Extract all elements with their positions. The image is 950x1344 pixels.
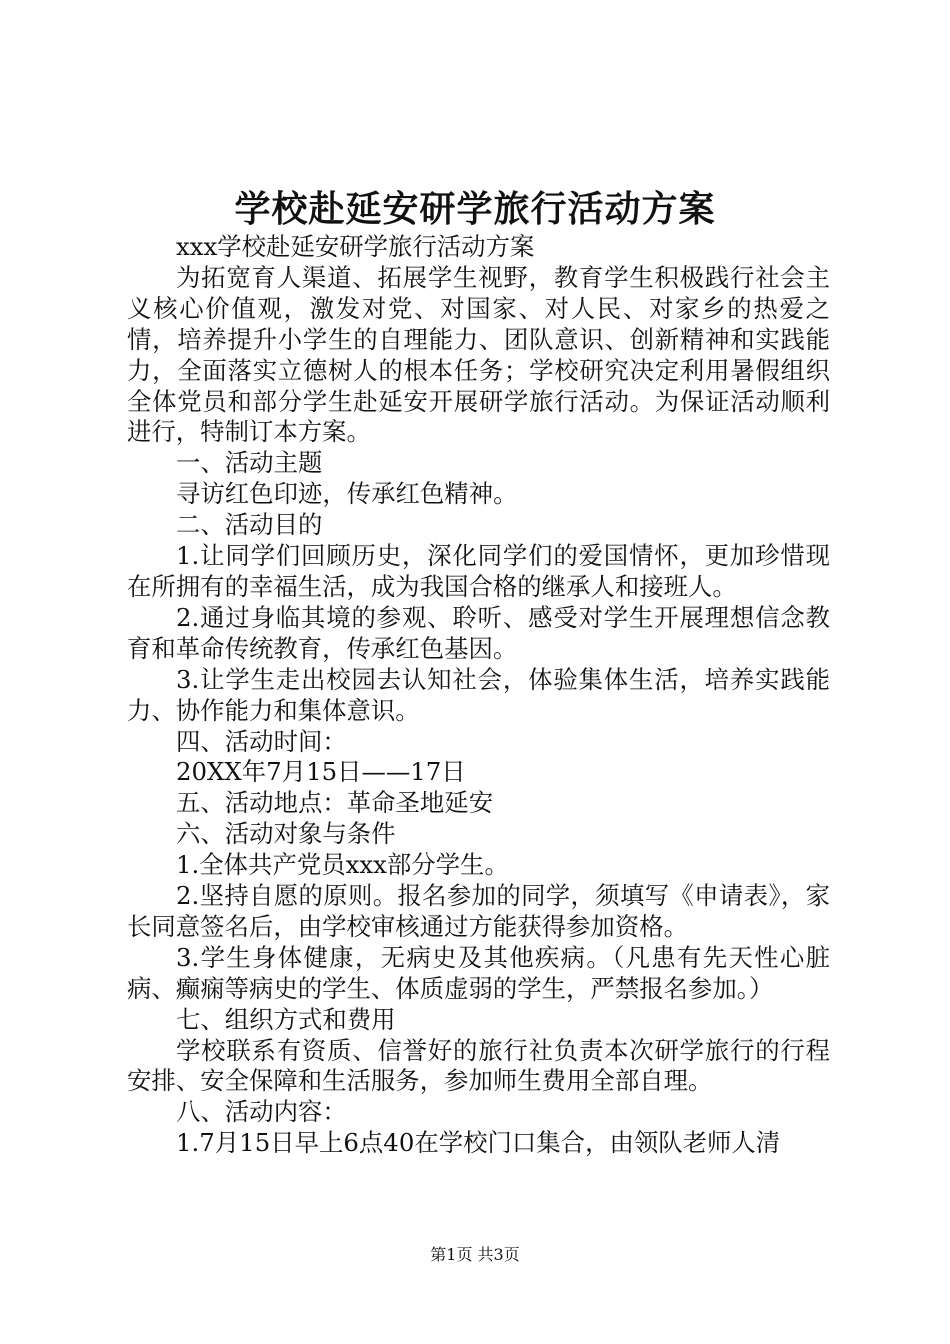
paragraph-content-1: 1.7月15日早上6点40在学校门口集合，由领队老师人清 bbox=[176, 1128, 781, 1158]
paragraph-purpose-2: 2.通过身临其境的参观、聆听、感受对学生开展理想信念教育和革命传统教育，传承红色基因。 bbox=[127, 602, 830, 663]
paragraph-theme: 寻访红色印迹，传承红色精神。 bbox=[176, 479, 518, 509]
paragraph-subtitle: xxx学校赴延安研学旅行活动方案 bbox=[176, 232, 535, 261]
paragraph-time: 20XX年7月15日——17日 bbox=[176, 757, 466, 787]
paragraph-participants-3: 3.学生身体健康，无病史及其他疾病。（凡患有先天性心脏病、癫痫等病史的学生、体质虚弱的学生，严禁报名参加。） bbox=[127, 942, 830, 1003]
heading-location: 五、活动地点：革命圣地延安 bbox=[176, 788, 494, 818]
heading-theme: 一、活动主题 bbox=[176, 448, 323, 478]
paragraph-organization: 学校联系有资质、信誉好的旅行社负责本次研学旅行的行程安排、安全保障和生活服务，参加师生费用全部自理。 bbox=[127, 1035, 830, 1096]
heading-content: 八、活动内容： bbox=[176, 1097, 347, 1127]
heading-organization: 七、组织方式和费用 bbox=[176, 1004, 396, 1034]
document-title: 学校赴延安研学旅行活动方案 bbox=[234, 188, 716, 230]
paragraph-purpose-1: 1.让同学们回顾历史，深化同学们的爱国情怀，更加珍惜现在所拥有的幸福生活，成为我国合格的继承人和接班人。 bbox=[127, 541, 830, 601]
page-number: 第1页 共3页 bbox=[430, 1245, 520, 1264]
paragraph-intro: 为拓宽育人渠道、拓展学生视野，教育学生积极践行社会主义核心价值观，激发对党、对国家、对人民、对家乡的热爱之情，培养提升小学生的自理能力、团队意识、创新精神和实践能力，全面落实立德树人的根本任务；学校研究决定利用暑假组织全体党员和部分学生赴延安开展研学旅行活动。为保证活动顺利进行，特制订本方案。 bbox=[127, 262, 830, 447]
heading-purpose: 二、活动目的 bbox=[176, 510, 323, 540]
paragraph-participants-2: 2.坚持自愿的原则。报名参加的同学，须填写《申请表》，家长同意签名后，由学校审核通过方能获得参加资格。 bbox=[127, 881, 830, 941]
document-body bbox=[127, 232, 830, 1159]
heading-participants: 六、活动对象与条件 bbox=[176, 819, 396, 849]
paragraph-purpose-3: 3.让学生走出校园去认知社会，体验集体生活，培养实践能力、协作能力和集体意识。 bbox=[127, 664, 830, 725]
paragraph-participants-1: 1.全体共产党员xxx部分学生。 bbox=[176, 850, 509, 880]
heading-time: 四、活动时间： bbox=[176, 726, 347, 756]
